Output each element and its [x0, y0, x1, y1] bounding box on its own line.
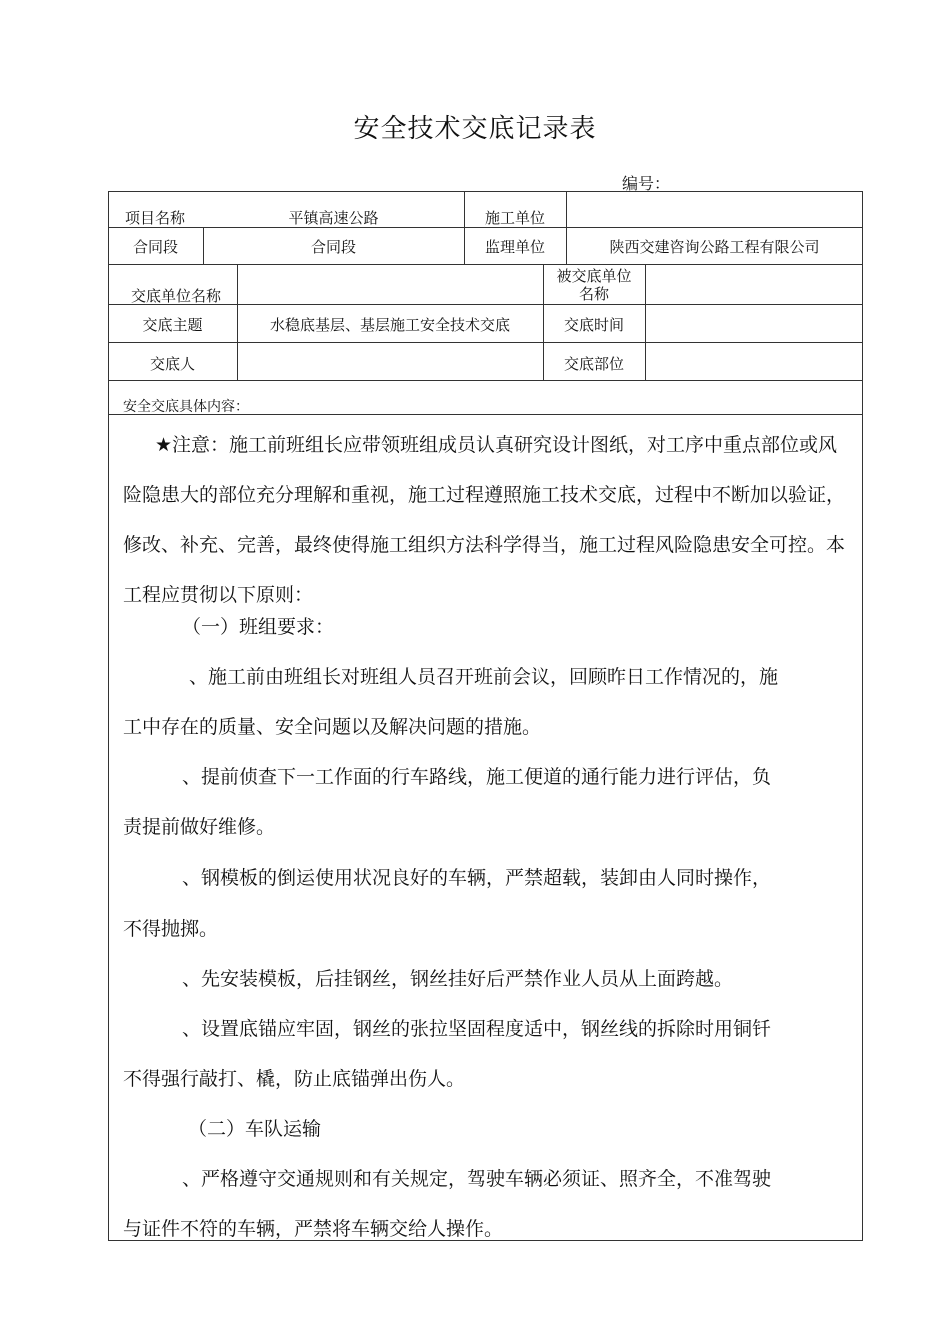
content-paragraph-line: 、施工前由班组长对班组人员召开班前会议，回顾昨日工作情况的，施: [189, 666, 779, 688]
grid-line: [108, 227, 863, 228]
contract-section-label: 合同段: [132, 238, 178, 256]
grid-line: [645, 264, 646, 380]
content-paragraph-line: 、严格遵守交通规则和有关规定，驾驶车辆必须证、照齐全，不准驾驶: [182, 1168, 772, 1190]
location-label: 交底部位: [563, 355, 624, 373]
contract-section-value: 合同段: [310, 238, 356, 256]
content-paragraph-line: 不得抛掷。: [123, 918, 219, 940]
content-paragraph-line: ★注意：施工前班组长应带领班组成员认真研究设计图纸，对工序中重点部位或风: [155, 434, 838, 456]
section-heading: （一）班组要求：: [182, 616, 335, 638]
content-paragraph-line: 险隐患大的部位充分理解和重视，施工过程遵照施工技术交底，过程中不断加以验证，: [123, 484, 846, 506]
briefed-unit-label-line1: 被交底单位: [556, 267, 632, 285]
briefing-unit-label: 交底单位名称: [131, 287, 222, 305]
content-paragraph-line: 、钢模板的倒运使用状况良好的车辆，严禁超载，装卸由人同时操作，: [182, 867, 772, 889]
project-name-value: 平镇高速公路: [288, 209, 379, 227]
content-paragraph-line: 、提前侦查下一工作面的行车路线，施工便道的通行能力进行评估，负: [182, 766, 772, 788]
content-paragraph-line: 、设置底锚应牢固，钢丝的张拉坚固程度适中，钢丝线的拆除时用铜钎: [182, 1018, 772, 1040]
supervision-unit-label: 监理单位: [484, 238, 545, 256]
topic-label: 交底主题: [142, 316, 203, 334]
grid-line: [108, 264, 863, 265]
document-title: 安全技术交底记录表: [353, 114, 597, 144]
briefed-unit-label-line2: 名称: [578, 285, 609, 303]
serial-number-label: 编号：: [622, 174, 671, 193]
time-label: 交底时间: [563, 316, 624, 334]
content-paragraph-line: 工程应贯彻以下原则：: [123, 584, 314, 606]
construction-unit-label: 施工单位: [484, 209, 545, 227]
person-label: 交底人: [149, 355, 195, 373]
supervision-unit-value: 陕西交建咨询公路工程有限公司: [609, 238, 820, 256]
content-paragraph-line: 、先安装模板，后挂钢丝，钢丝挂好后严禁作业人员从上面跨越。: [182, 968, 734, 990]
project-name-label: 项目名称: [125, 209, 186, 227]
grid-line: [108, 304, 863, 305]
content-paragraph-line: 工中存在的质量、安全问题以及解决问题的措施。: [123, 716, 542, 738]
topic-value: 水稳底基层、基层施工安全技术交底: [269, 316, 510, 334]
grid-line: [108, 380, 863, 381]
content-paragraph-line: 与证件不符的车辆，严禁将车辆交给人操作。: [123, 1218, 504, 1240]
content-paragraph-line: 责提前做好维修。: [123, 816, 276, 838]
content-paragraph-line: 不得强行敲打、橇，防止底锚弹出伤人。: [123, 1068, 466, 1090]
grid-line: [108, 342, 863, 343]
section-heading: （二）车队运输: [188, 1118, 322, 1140]
content-label: 安全交底具体内容：: [123, 399, 249, 415]
content-paragraph-line: 修改、补充、完善，最终使得施工组织方法科学得当，施工过程风险隐患安全可控。本: [123, 534, 846, 556]
